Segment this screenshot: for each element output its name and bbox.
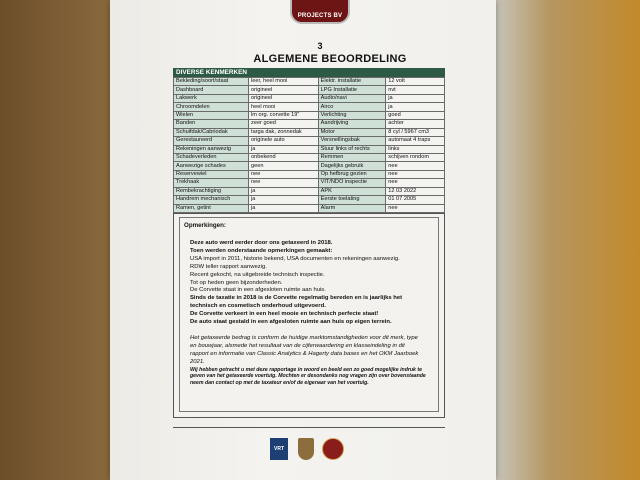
label-cell: Op hefbrug gezien: [318, 170, 386, 178]
value-cell: ja: [386, 94, 445, 102]
table-row: [174, 94, 445, 102]
label-cell: Banden: [174, 120, 249, 128]
remark-line: Tot op heden geen bijzonderheden.: [190, 279, 283, 286]
remark-line: Recent gekocht, na uitgebreide technisch inspectie.: [190, 271, 325, 278]
label-cell: Wielen: [174, 111, 249, 119]
value-cell: zeer goed: [249, 120, 319, 128]
table-row: [174, 153, 445, 161]
table-row: [174, 170, 445, 178]
label-cell: Reservewiel: [174, 170, 249, 178]
value-cell: geen: [249, 162, 319, 170]
value-cell: 01 07 2005: [386, 196, 445, 204]
table-row: [174, 103, 445, 111]
disclaimer-line: geven van het getaxeerde voertuig. Mochten er desondanks nog vragen zijn over bovenstaande: [190, 373, 426, 380]
disclaimer-line: Wij hebben getracht u met deze rapportage in woord en beeld een zo goed mogelijke indruk te: [190, 366, 422, 373]
table-row: [174, 120, 445, 128]
value-cell: automaat 4 traps: [386, 137, 445, 145]
table-row: [174, 179, 445, 187]
value-cell: heel mooi: [249, 103, 319, 111]
table-row: [174, 162, 445, 170]
remarks-heading: Opmerkingen:: [184, 222, 226, 229]
value-cell: 8 cyl / 5967 cm3: [386, 128, 445, 136]
table-row: [174, 145, 445, 153]
label-cell: Eerste toelating: [318, 196, 386, 204]
remarks-box: [173, 213, 445, 418]
label-cell: Schadeverleden: [174, 153, 249, 161]
value-cell: targa dak, zonnedak: [249, 128, 319, 136]
label-cell: Bekleding/soort/staat: [174, 78, 249, 86]
value-cell: 12 03 2022: [386, 187, 445, 195]
label-cell: LPG Installatie: [318, 86, 386, 94]
remark-line: De Corvette staat in een afgesloten ruimte aan huis.: [190, 287, 326, 294]
label-cell: Rembekrachtiging: [174, 187, 249, 195]
label-cell: Aandrijving: [318, 120, 386, 128]
seal-logo-icon: [322, 438, 344, 460]
value-cell: ja: [249, 196, 319, 204]
label-cell: Alarm: [318, 204, 386, 212]
table-row: [174, 111, 445, 119]
section-header: DIVERSE KENMERKEN: [173, 68, 445, 77]
shield-logo-icon: [298, 438, 314, 460]
label-cell: Lakwerk: [174, 94, 249, 102]
spacer: [190, 327, 442, 335]
page-title: ALGEMENE BEOORDELING: [253, 53, 407, 65]
value-cell: nvt: [386, 86, 445, 94]
characteristics-table: [173, 77, 445, 213]
remark-line: Toen werden onderstaande opmerkingen gemaakt:: [190, 247, 333, 254]
table-row: [174, 196, 445, 204]
value-cell: nee: [249, 179, 319, 187]
remark-line: Deze auto werd eerder door ons getaxeerd in 2018.: [190, 240, 333, 246]
value-cell: originele auto: [249, 137, 319, 145]
label-cell: Audio/navi: [318, 94, 386, 102]
label-cell: Ramen, getint: [174, 204, 249, 212]
label-cell: APK: [318, 187, 386, 195]
value-cell: lm org. corvette 19": [249, 111, 319, 119]
label-cell: Chroomdelen: [174, 103, 249, 111]
label-cell: Motor: [318, 128, 386, 136]
value-cell: ja: [249, 204, 319, 212]
label-cell: Rekeningen aanwezig: [174, 145, 249, 153]
label-cell: Remmen: [318, 153, 386, 161]
value-cell: nee: [386, 179, 445, 187]
vrt-logo: VRT: [270, 438, 288, 460]
value-cell: ja: [386, 103, 445, 111]
value-cell: onbekend: [249, 153, 319, 161]
table-row: [174, 187, 445, 195]
label-cell: Handrem mechanisch: [174, 196, 249, 204]
value-cell: nee: [249, 170, 319, 178]
page-number: 3: [317, 41, 323, 51]
remarks-text: [190, 240, 442, 387]
logo-text: PROJECTS BV: [297, 13, 343, 19]
remark-line: USA import in 2011, historie bekend, USA documenten en rekeningen aanwezig.: [190, 255, 400, 262]
value-cell: nee: [386, 162, 445, 170]
label-cell: Stuur links of rechts: [318, 145, 386, 153]
label-cell: Schuifdak/Cabriodak: [174, 128, 249, 136]
value-cell: schijven rondom: [386, 153, 445, 161]
label-cell: Airco: [318, 103, 386, 111]
value-cell: origineel: [249, 86, 319, 94]
table-row: [174, 86, 445, 94]
label-cell: Aanwezige schades: [174, 162, 249, 170]
label-cell: Elektr. installatie: [318, 78, 386, 86]
table-row: [174, 137, 445, 145]
remark-line: De auto staat gestald in een afgesloten ruimte aan huis op eigen terrein.: [190, 319, 392, 326]
label-cell: Dagelijks gebruik: [318, 162, 386, 170]
value-cell: links: [386, 145, 445, 153]
footer-logos: [270, 438, 360, 462]
remark-line: De Corvette verkeert in een heel mooie en technisch perfecte staat!: [190, 311, 379, 318]
remark-line: technisch en cosmetisch onderhoud uitgevoerd.: [190, 303, 326, 310]
value-cell: leer, heel mooi: [249, 78, 319, 86]
value-cell: nee: [386, 204, 445, 212]
table-row: [174, 204, 445, 212]
remarks-inner-frame: [179, 217, 439, 412]
valuation-note-line: en bouwjaar, alsmede het resultaat van de cijferwaardering en klasseindeling in dit: [190, 342, 405, 349]
value-cell: goed: [386, 111, 445, 119]
label-cell: Gerestaureerd: [174, 137, 249, 145]
document-page: [110, 0, 496, 480]
remark-line: RDW teller rapport aanwezig.: [190, 263, 267, 270]
value-cell: ja: [249, 145, 319, 153]
label-cell: VIT/NDO inspectie: [318, 179, 386, 187]
value-cell: achter: [386, 120, 445, 128]
value-cell: origineel: [249, 94, 319, 102]
disclaimer-line: neem dan contact op met de taxateur en/of de eigenaar van het voertuig.: [190, 380, 369, 387]
table-row: [174, 78, 445, 86]
label-cell: Trekhaak: [174, 179, 249, 187]
table-row: [174, 128, 445, 136]
label-cell: Versnellingsbak: [318, 137, 386, 145]
label-cell: Verlichting: [318, 111, 386, 119]
valuation-note-line: rapport en informatie van Classic Analytics & Hagerty data bases en het OKM Jaarboek: [190, 350, 419, 357]
label-cell: Dashboard: [174, 86, 249, 94]
valuation-note-line: 2021.: [190, 358, 205, 365]
valuation-note-line: Het getaxeerde bedrag is conform de huidige marktomstandigheden voor dit merk, type: [190, 334, 418, 341]
remark-line: Sinds de taxatie in 2018 is de Corvette regelmatig bereden en is jaarlijks het: [190, 295, 403, 302]
value-cell: nee: [386, 170, 445, 178]
footer-divider: [173, 427, 445, 428]
value-cell: 12 volt: [386, 78, 445, 86]
company-logo: [290, 0, 350, 24]
value-cell: ja: [249, 187, 319, 195]
background-right: [490, 0, 640, 480]
